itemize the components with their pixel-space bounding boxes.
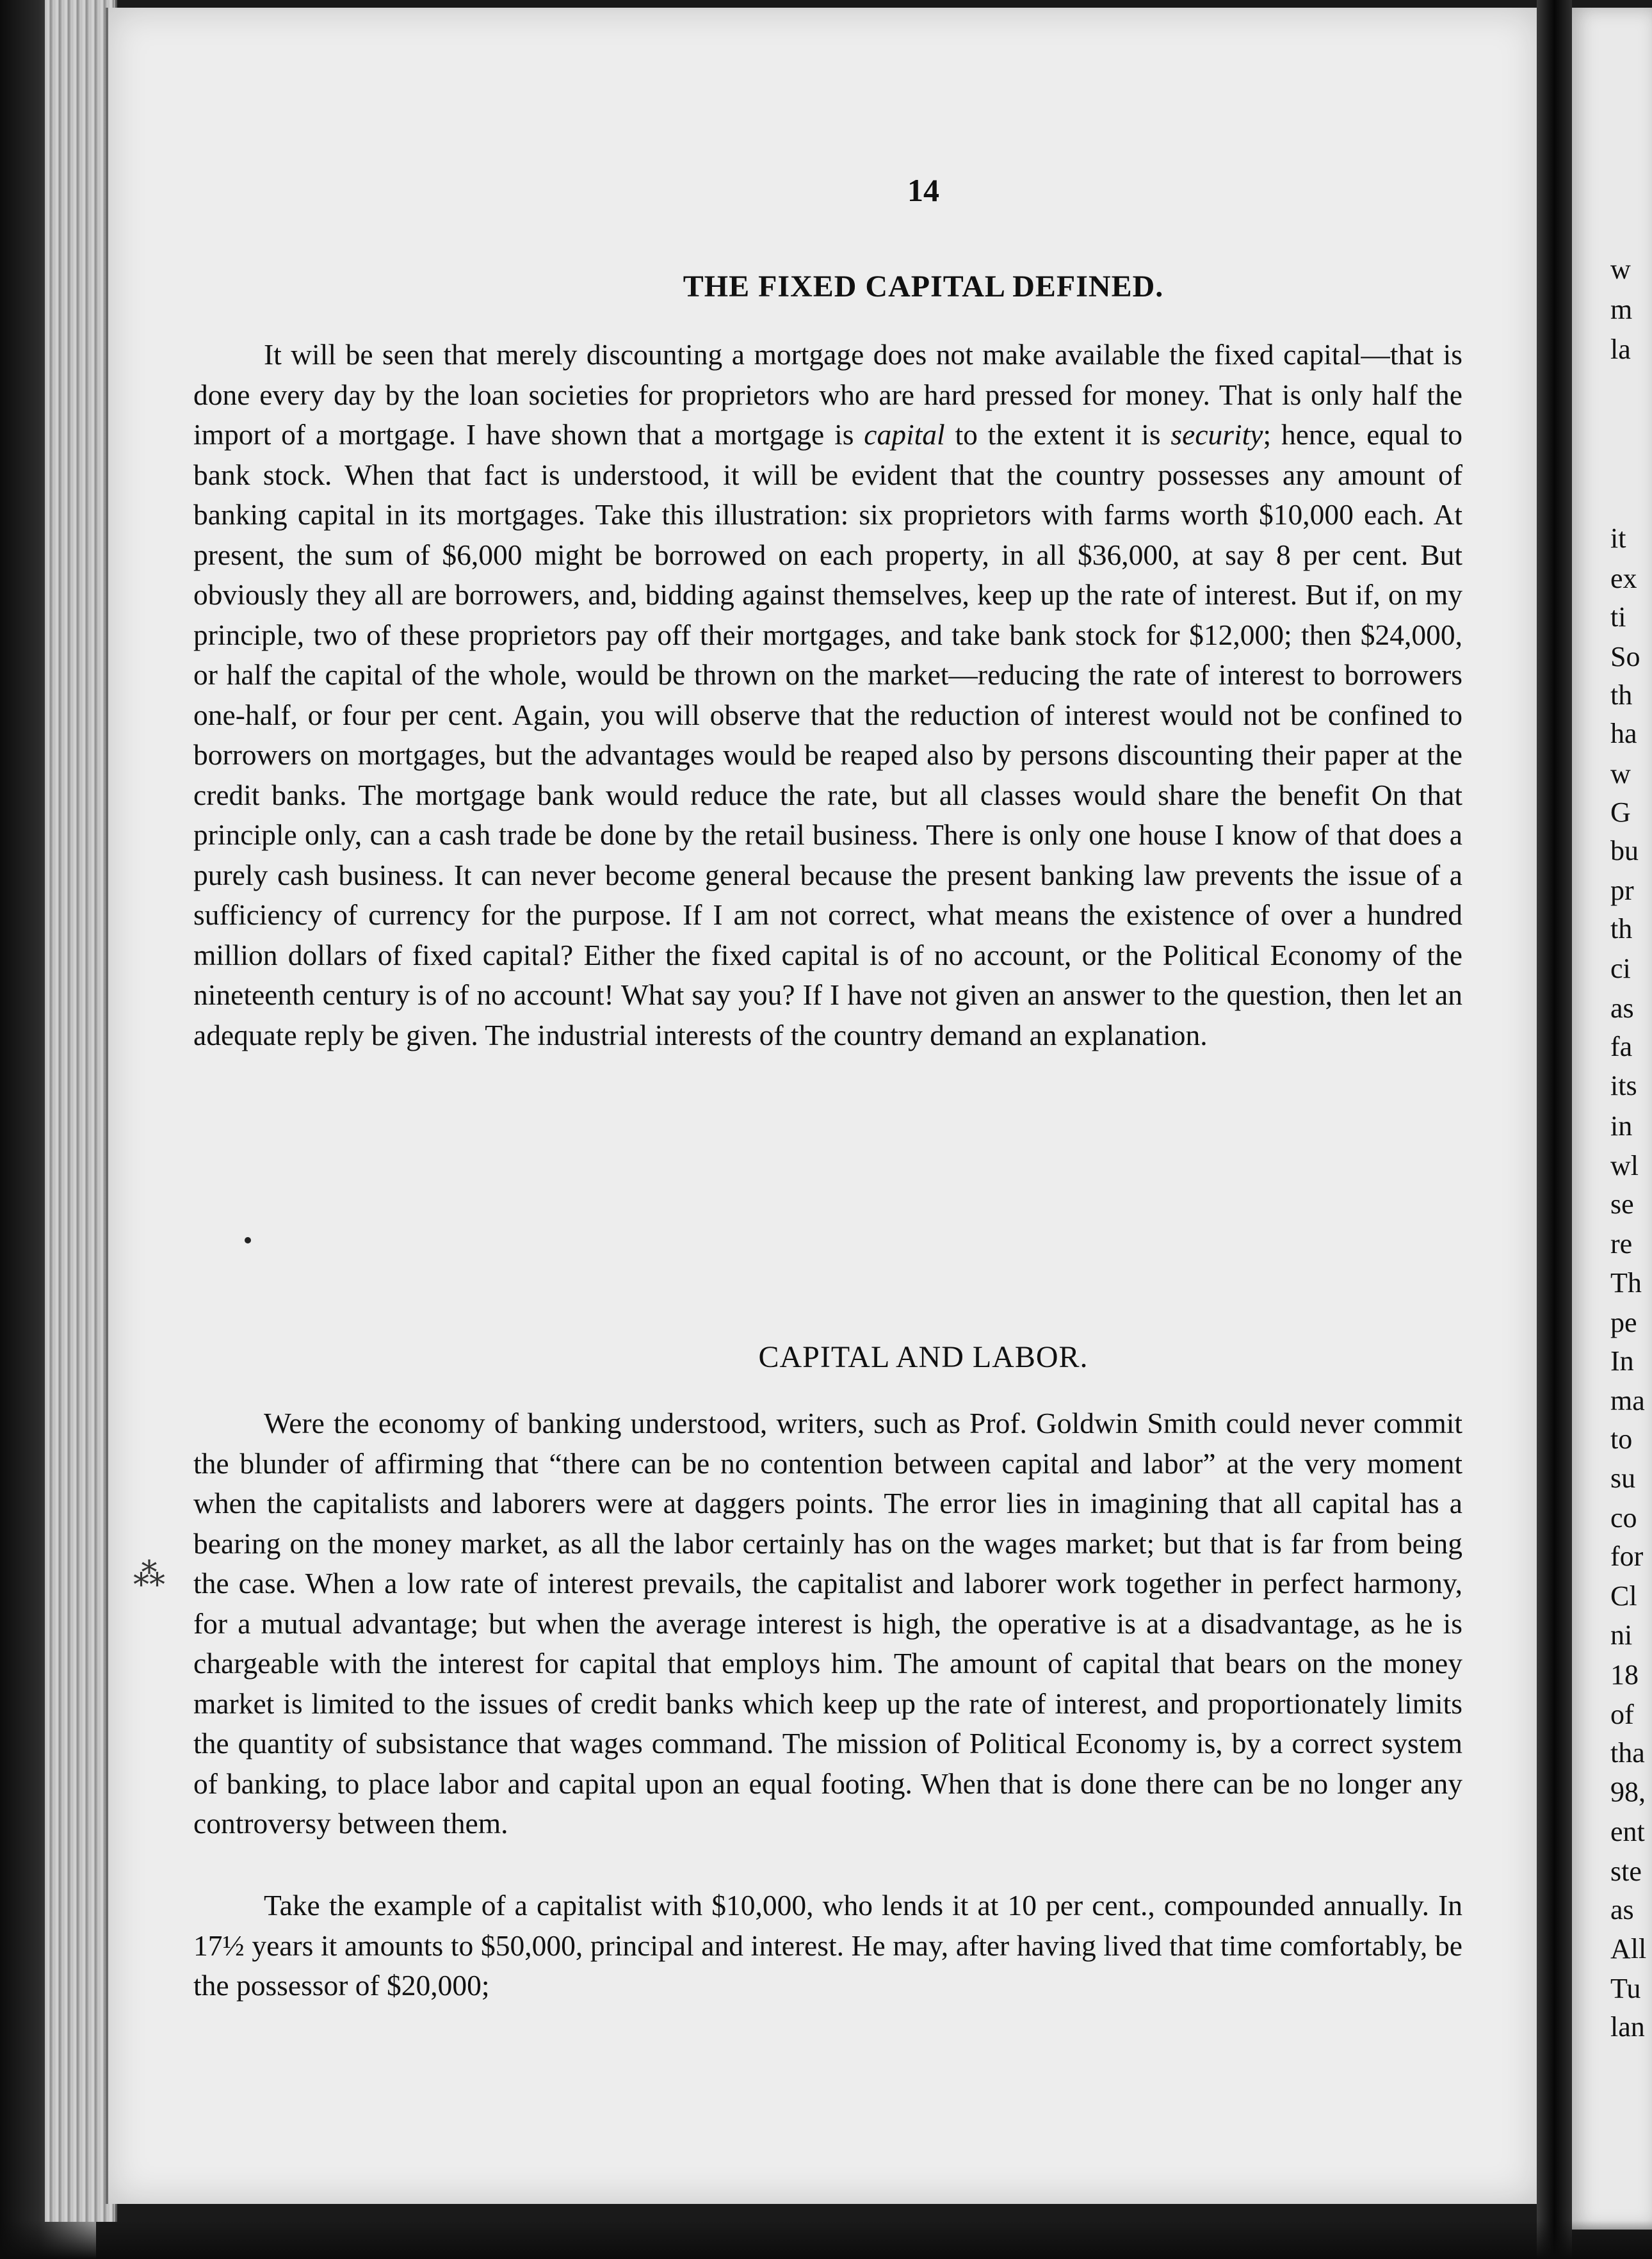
facing-page-fragment: So xyxy=(1610,641,1640,672)
facing-page-fragment: of xyxy=(1610,1699,1634,1730)
facing-page-fragment: ha xyxy=(1610,718,1637,749)
facing-page-fragment: Tu xyxy=(1610,1973,1641,2004)
facing-page-fragment: as xyxy=(1610,992,1634,1024)
emphasis-security: security xyxy=(1170,418,1263,451)
facing-page-fragment: lan xyxy=(1610,2011,1645,2043)
paragraph-text: It will be seen that merely discounting a mortgage does not make available the fixed capital—that is done every day by the loan societies for proprietors who are hard pressed for money. That is only half the import of a mortgage. I have shown that a mortgage is xyxy=(193,338,1462,451)
facing-page-fragment: to xyxy=(1610,1423,1633,1455)
paragraph-fixed-capital xyxy=(193,335,1462,1055)
facing-page-fragment: la xyxy=(1610,334,1631,365)
facing-page-fragment: fa xyxy=(1610,1031,1633,1062)
facing-page-fragment: 18 xyxy=(1610,1659,1639,1690)
facing-page-fragment: All xyxy=(1610,1933,1647,1964)
facing-page-fragment: co xyxy=(1610,1502,1637,1534)
heading-fixed-capital: THE FIXED CAPITAL DEFINED. xyxy=(683,270,1164,304)
facing-page-fragment: w xyxy=(1610,758,1631,789)
facing-page xyxy=(1572,8,1652,2230)
facing-page-fragment: 98, xyxy=(1610,1776,1646,1808)
facing-page-fragment: pr xyxy=(1610,875,1634,906)
facing-page-fragment: it xyxy=(1610,522,1626,554)
facing-page-fragment: In xyxy=(1610,1345,1634,1377)
ink-dot xyxy=(245,1237,251,1243)
facing-page-fragment: w xyxy=(1610,254,1631,285)
facing-page-fragment: m xyxy=(1610,294,1633,325)
facing-page-fragment: ent xyxy=(1610,1816,1645,1847)
paragraph-text: ; hence, equal to bank stock. When that fact is understood, it will be evident that the country possesses any amount of banking capital in its mortgages. Take this illustration: six proprietors with farms worth $10,000 each. At present, the sum of $6,000 might be borrowed on each property, in all $36,000, at say 8 per cent. But obviously they all are borrowers, and, bidding against themselves, keep up the rate of interest. But if, on my principle, two of these proprietors pay off their mortgages, and take bank stock for $12,000; then $24,000, or half the capital of the whole, would be thrown on the market—reducing the rate of interest to borrowers one-half, or four per cent. Again, you will observe that the reduction of interest would not be confined to borrowers on mortgages, but the advantages would be reaped also by persons discounting their paper at the credit banks. The mortgage bank would reduce the rate, but all classes would share the benefit On that principle only, can a cash trade be done by the retail business. There is only one house I know of that does a purely cash business. It can never become general because the present banking law prevents the issue of a sufficiency of currency for the purpose. If I am not correct, what means the existence of over a hundred million dollars of fixed capital? Either the fixed capital is of no account, or the Political Economy of the nineteenth century is of no account! What say you? If I have not given an answer to the question, then let an adequate reply be given. The industrial interests of the country demand an explanation. xyxy=(193,418,1462,1051)
facing-page-fragment: ex xyxy=(1610,563,1637,594)
facing-page-fragment: for xyxy=(1610,1541,1644,1572)
facing-page-fragment: ci xyxy=(1610,953,1631,984)
paragraph-text: Were the economy of banking understood, writers, such as Prof. Goldwin Smith could never commit the blunder of affirming that “there can be no contention between capital and labor” at the very moment when the capitalists and laborers were at daggers points. The error lies in imagining that all capital has a bearing on the money market, as all the labor certainly has on the wages market; but that is far from being the case. When a low rate of interest prevails, the capitalist and laborer work together in perfect harmony, for a mutual advantage; but when the average interest is high, the operative is at a disadvantage, as he is chargeable with the interest for capital that employs him. The amount of capital that bears on the money market is limited to the issues of credit banks which keep up the rate of interest, and proportionately limits the quantity of subsistance that wages command. The mission of Political Economy is, by a correct system of banking, to place labor and capital upon an equal footing. When that is done there can be no longer any controversy between them. xyxy=(193,1407,1462,1840)
facing-page-fragment: ma xyxy=(1610,1385,1645,1416)
facing-page-fragment: G xyxy=(1610,797,1631,828)
paragraph-text: to the extent it is xyxy=(944,418,1171,451)
facing-page-fragment: Cl xyxy=(1610,1580,1637,1612)
emphasis-capital: capital xyxy=(864,418,945,451)
facing-page-fragment: ti xyxy=(1610,601,1626,633)
facing-page-fragment: in xyxy=(1610,1110,1633,1142)
facing-page-fragment: its xyxy=(1610,1070,1637,1101)
book-gutter xyxy=(1537,0,1572,2259)
facing-page-fragment: bu xyxy=(1610,835,1639,866)
page-number: 14 xyxy=(907,172,939,208)
facing-page-fragment: wl xyxy=(1610,1150,1639,1181)
facing-page-fragment: th xyxy=(1610,679,1633,711)
paragraph-capital-labor xyxy=(193,1404,1462,1844)
facing-page-fragment: th xyxy=(1610,913,1633,944)
facing-page-fragment: se xyxy=(1610,1188,1634,1220)
margin-pencil-mark: ⁂ xyxy=(133,1557,165,1592)
heading-capital-labor: CAPITAL AND LABOR. xyxy=(758,1340,1089,1374)
facing-page-fragment: Th xyxy=(1610,1267,1642,1299)
paragraph-capitalist-example xyxy=(193,1886,1462,2006)
facing-page-fragment: re xyxy=(1610,1228,1633,1259)
facing-page-fragment: ste xyxy=(1610,1856,1642,1887)
bottom-shadow xyxy=(0,2221,1652,2259)
facing-page-fragment: ni xyxy=(1610,1619,1633,1651)
facing-page-fragment: su xyxy=(1610,1462,1636,1494)
facing-page-fragment: pe xyxy=(1610,1307,1637,1338)
paragraph-text: Take the example of a capitalist with $10,000, who lends it at 10 per cent., compounded annually. In 17½ years it amounts to $50,000, principal and interest. He may, after having lived that time comfortably, be the possessor of $20,000; xyxy=(193,1889,1462,2002)
facing-page-fragment: tha xyxy=(1610,1737,1645,1769)
facing-page-fragment: as xyxy=(1610,1894,1634,1925)
